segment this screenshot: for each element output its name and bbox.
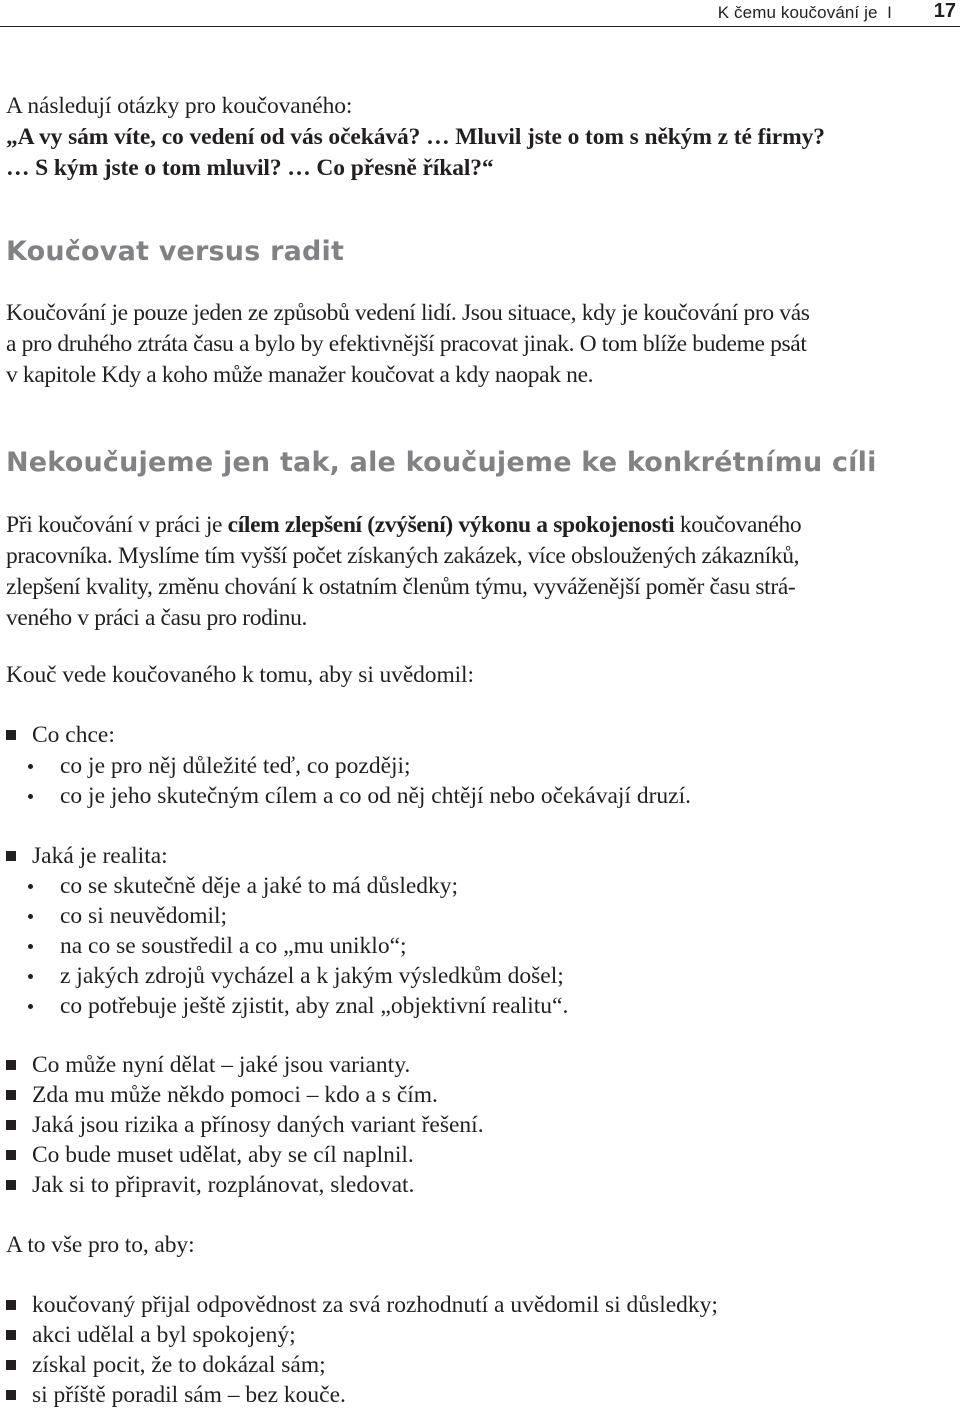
bullet-icon	[28, 794, 33, 799]
bullet-icon	[28, 914, 33, 919]
list-text: akci udělal a byl spokojený;	[32, 1322, 296, 1348]
running-header-title: K čemu koučování je I	[717, 3, 892, 22]
square-bullet-icon	[6, 1330, 16, 1340]
paragraph	[6, 298, 956, 391]
list-text: Zda mu může někdo pomoci – kdo a s čím.	[32, 1082, 438, 1108]
bullet-icon	[28, 974, 33, 979]
bullet-icon	[28, 884, 33, 889]
square-bullet-icon	[6, 1180, 16, 1190]
bullet-icon	[28, 1004, 33, 1009]
square-bullet-icon	[6, 1060, 16, 1070]
paragraph-line: v kapitole Kdy a koho může manažer koučovat a kdy naopak ne.	[6, 362, 594, 388]
paragraph	[6, 510, 956, 634]
paragraph-line	[6, 510, 956, 541]
text-run: Při koučování v práci je	[6, 512, 228, 538]
list-text: co si neuvědomil;	[60, 903, 228, 929]
bullet-icon	[28, 764, 33, 769]
list-text: co je jeho skutečným cílem a co od něj chtějí nebo očekávají druzí.	[60, 783, 692, 809]
section-heading: Koučovat versus radit	[6, 236, 345, 267]
quote-line: „A vy sám víte, co vedení od vás očekává? … Mluvil jste o tom s někým z té firmy?	[6, 124, 825, 150]
square-bullet-icon	[6, 1300, 16, 1310]
list-text: Co může nyní dělat – jaké jsou varianty.	[32, 1052, 411, 1078]
list-label: Jaká je realita:	[32, 843, 168, 869]
text-run: koučovaného	[674, 512, 802, 538]
paragraph-line: veného v práci a času pro rodinu.	[6, 605, 308, 631]
paragraph-line: a pro druhého ztráta času a bylo by efektivnější pracovat jinak. O tom blíže budeme psát	[6, 331, 807, 357]
list-text: Jaká jsou rizika a přínosy daných variant řešení.	[32, 1112, 484, 1138]
paragraph: A to vše pro to, aby:	[6, 1232, 195, 1258]
emphasis: cílem zlepšení (zvýšení) výkonu a spokojenosti	[227, 512, 675, 538]
section-heading: Nekoučujeme jen tak, ale koučujeme ke konkrétnímu cíli	[6, 447, 877, 478]
list-text: získal pocit, že to dokázal sám;	[32, 1352, 326, 1378]
square-bullet-icon	[6, 730, 16, 740]
square-bullet-icon	[6, 1090, 16, 1100]
bullet-icon	[28, 944, 33, 949]
page-number: 17	[933, 0, 956, 22]
paragraph-line: pracovníka. Myslíme tím vyšší počet získaných zakázek, více obsloužených zákazníků,	[6, 543, 800, 569]
list-text: z jakých zdrojů vycházel a k jakým výsledkům došel;	[60, 963, 564, 989]
list-text: co potřebuje ještě zjistit, aby znal „objektivní realitu“.	[60, 993, 569, 1019]
square-bullet-icon	[6, 1150, 16, 1160]
list-text: co je pro něj důležité teď, co později;	[60, 753, 411, 779]
square-bullet-icon	[6, 1390, 16, 1400]
paragraph-line: Koučování je pouze jeden ze způsobů vedení lidí. Jsou situace, kdy je koučování pro vás	[6, 300, 810, 326]
paragraph: Kouč vede koučovaného k tomu, aby si uvědomil:	[6, 662, 474, 688]
list-text: koučovaný přijal odpovědnost za svá rozhodnutí a uvědomil si důsledky;	[32, 1292, 718, 1318]
intro-block	[6, 91, 956, 184]
square-bullet-icon	[6, 1360, 16, 1370]
list-text: Jak si to připravit, rozplánovat, sledovat.	[32, 1172, 415, 1198]
quote-line: … S kým jste o tom mluvil? … Co přesně říkal?“	[6, 155, 494, 181]
list-text: si příště poradil sám – bez kouče.	[32, 1382, 346, 1408]
square-bullet-icon	[6, 851, 16, 861]
list-text: co se skutečně děje a jaké to má důsledky;	[60, 873, 459, 899]
paragraph-line: zlepšení kvality, změnu chování k ostatním členům týmu, vyváženější poměr času strá-	[6, 574, 796, 600]
list-label: Co chce:	[32, 722, 115, 748]
intro-line: A následují otázky pro koučovaného:	[6, 93, 353, 119]
list-text: Co bude muset udělat, aby se cíl naplnil.	[32, 1142, 414, 1168]
square-bullet-icon	[6, 1120, 16, 1130]
running-header	[0, 0, 960, 27]
list-text: na co se soustředil a co „mu uniklo“;	[60, 933, 407, 959]
